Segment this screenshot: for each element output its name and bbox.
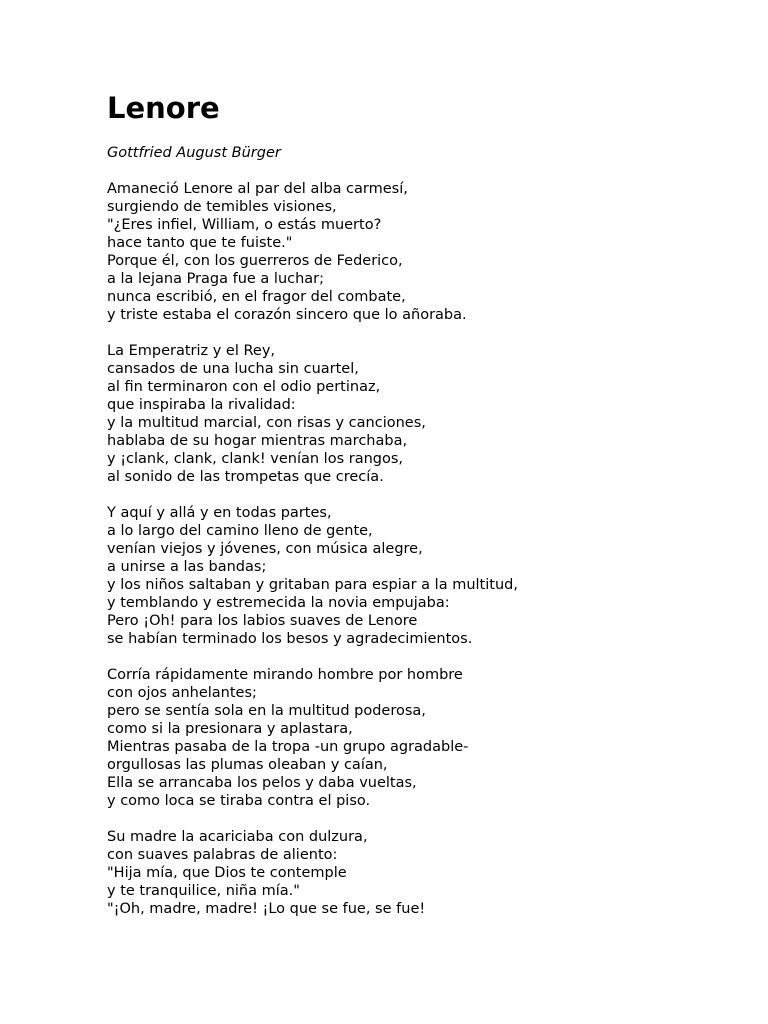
stanza-3 xyxy=(107,504,747,648)
poem-line: hace tanto que te fuiste." xyxy=(107,235,293,251)
poem-line: "¡Oh, madre, madre! ¡Lo que se fue, se fue! xyxy=(107,901,426,917)
poem-line: a la lejana Praga fue a luchar; xyxy=(107,271,325,287)
document-page xyxy=(107,88,747,936)
poem-line: Corría rápidamente mirando hombre por hombre xyxy=(107,667,463,683)
poem-line: a unirse a las bandas; xyxy=(107,559,267,575)
stanza-4 xyxy=(107,666,747,810)
poem-line: "¿Eres infiel, William, o estás muerto? xyxy=(107,217,382,233)
poem-line: se habían terminado los besos y agradecimientos. xyxy=(107,631,473,647)
poem-line: y los niños saltaban y gritaban para espiar a la multitud, xyxy=(107,577,518,593)
poem-line: orgullosas las plumas oleaban y caían, xyxy=(107,757,388,773)
poem-line: surgiendo de temibles visiones, xyxy=(107,199,337,215)
poem-line: Ella se arrancaba los pelos y daba vueltas, xyxy=(107,775,417,791)
poem-body xyxy=(107,180,747,918)
poem-line: y triste estaba el corazón sincero que lo añoraba. xyxy=(107,307,467,323)
poem-line: venían viejos y jóvenes, con música alegre, xyxy=(107,541,423,557)
poem-line: con ojos anhelantes; xyxy=(107,685,257,701)
poem-line: pero se sentía sola en la multitud poderosa, xyxy=(107,703,426,719)
stanza-5 xyxy=(107,828,747,918)
poem-line: y como loca se tiraba contra el piso. xyxy=(107,793,371,809)
poem-line: que inspiraba la rivalidad: xyxy=(107,397,296,413)
poem-author: Gottfried August Bürger xyxy=(107,145,281,161)
poem-line: como si la presionara y aplastara, xyxy=(107,721,353,737)
poem-line: La Emperatriz y el Rey, xyxy=(107,343,276,359)
poem-line: Su madre la acariciaba con dulzura, xyxy=(107,829,368,845)
poem-line: "Hija mía, que Dios te contemple xyxy=(107,865,347,881)
stanza-2 xyxy=(107,342,747,486)
poem-line: al sonido de las trompetas que crecía. xyxy=(107,469,384,485)
poem-line: con suaves palabras de aliento: xyxy=(107,847,338,863)
poem-line: Y aquí y allá y en todas partes, xyxy=(107,505,332,521)
poem-line: Amaneció Lenore al par del alba carmesí, xyxy=(107,181,408,197)
poem-line: Porque él, con los guerreros de Federico, xyxy=(107,253,403,269)
poem-line: a lo largo del camino lleno de gente, xyxy=(107,523,373,539)
poem-title: Lenore xyxy=(107,91,220,125)
poem-line: y ¡clank, clank, clank! venían los rangos, xyxy=(107,451,404,467)
poem-line: hablaba de su hogar mientras marchaba, xyxy=(107,433,408,449)
poem-line: y la multitud marcial, con risas y canciones, xyxy=(107,415,426,431)
stanza-1 xyxy=(107,180,747,324)
poem-line: al fin terminaron con el odio pertinaz, xyxy=(107,379,381,395)
poem-line: y temblando y estremecida la novia empujaba: xyxy=(107,595,450,611)
poem-line: nunca escribió, en el fragor del combate, xyxy=(107,289,406,305)
poem-line: y te tranquilice, niña mía." xyxy=(107,883,300,899)
poem-line: cansados de una lucha sin cuartel, xyxy=(107,361,359,377)
poem-line: Mientras pasaba de la tropa -un grupo agradable- xyxy=(107,739,469,755)
poem-line: Pero ¡Oh! para los labios suaves de Lenore xyxy=(107,613,418,629)
